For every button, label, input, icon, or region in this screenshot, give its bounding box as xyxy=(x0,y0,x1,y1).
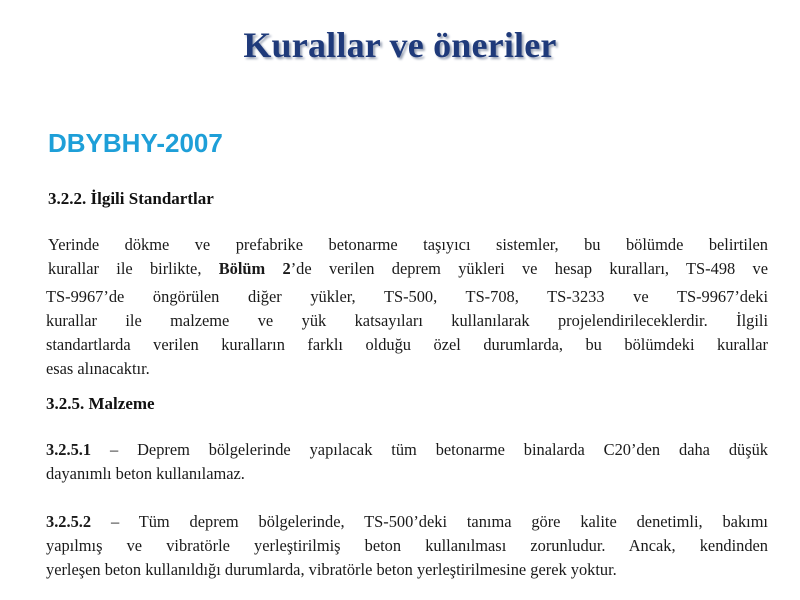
paragraph-line: standartlarda verilen kuralların farklı olduğu özel durumlarda, bu bölümdeki kurallar xyxy=(46,335,768,354)
section-325-heading: 3.2.5. Malzeme xyxy=(46,394,155,413)
section-322-heading: 3.2.2. İlgili Standartlar xyxy=(48,189,214,208)
paragraph-line: yapılmış ve vibratörle yerleştirilmiş beton kullanılması zorunludur. Ancak, kendinden xyxy=(46,536,768,555)
paragraph-line xyxy=(48,257,768,281)
paragraph-line xyxy=(46,510,768,534)
text-run: ’de verilen deprem yükleri ve hesap kuralları, TS-498 ve xyxy=(290,259,768,278)
clause-number: 3.2.5.1 xyxy=(46,440,92,459)
paragraph-line: TS-9967’de öngörülen diğer yükler, TS-500, TS-708, TS-3233 ve TS-9967’deki xyxy=(46,287,768,306)
slide-title: Kurallar ve öneriler xyxy=(243,25,557,65)
paragraph-line: yerleşen beton kullanıldığı durumlarda, vibratörle beton yerleştirilmesine gerek yoktur. xyxy=(46,560,617,579)
bold-reference: Bölüm 2 xyxy=(218,259,291,278)
regulation-code-label: DBYBHY-2007 xyxy=(48,128,223,158)
section-3252-paragraph xyxy=(46,510,768,582)
section-322-paragraph-cont xyxy=(46,285,768,381)
text-run: – Deprem bölgelerinde yapılacak tüm betonarme binalarda C20’den daha düşük xyxy=(91,440,768,459)
section-3251-paragraph xyxy=(46,438,768,486)
text-run: kurallar ile birlikte, xyxy=(48,259,219,278)
section-322-paragraph xyxy=(48,233,768,281)
paragraph-line: kurallar ile malzeme ve yük katsayıları kullanılarak projelendirileceklerdir. İlgili xyxy=(46,311,768,330)
paragraph-line xyxy=(46,438,768,462)
clause-number: 3.2.5.2 xyxy=(46,512,92,531)
paragraph-line: dayanımlı beton kullanılamaz. xyxy=(46,464,245,483)
text-run: – Tüm deprem bölgelerinde, TS-500’deki tanıma göre kalite denetimli, bakımı xyxy=(91,512,768,531)
paragraph-line: Yerinde dökme ve prefabrike betonarme taşıyıcı sistemler, bu bölümde belirtilen xyxy=(48,235,768,254)
paragraph-line: esas alınacaktır. xyxy=(46,359,150,378)
